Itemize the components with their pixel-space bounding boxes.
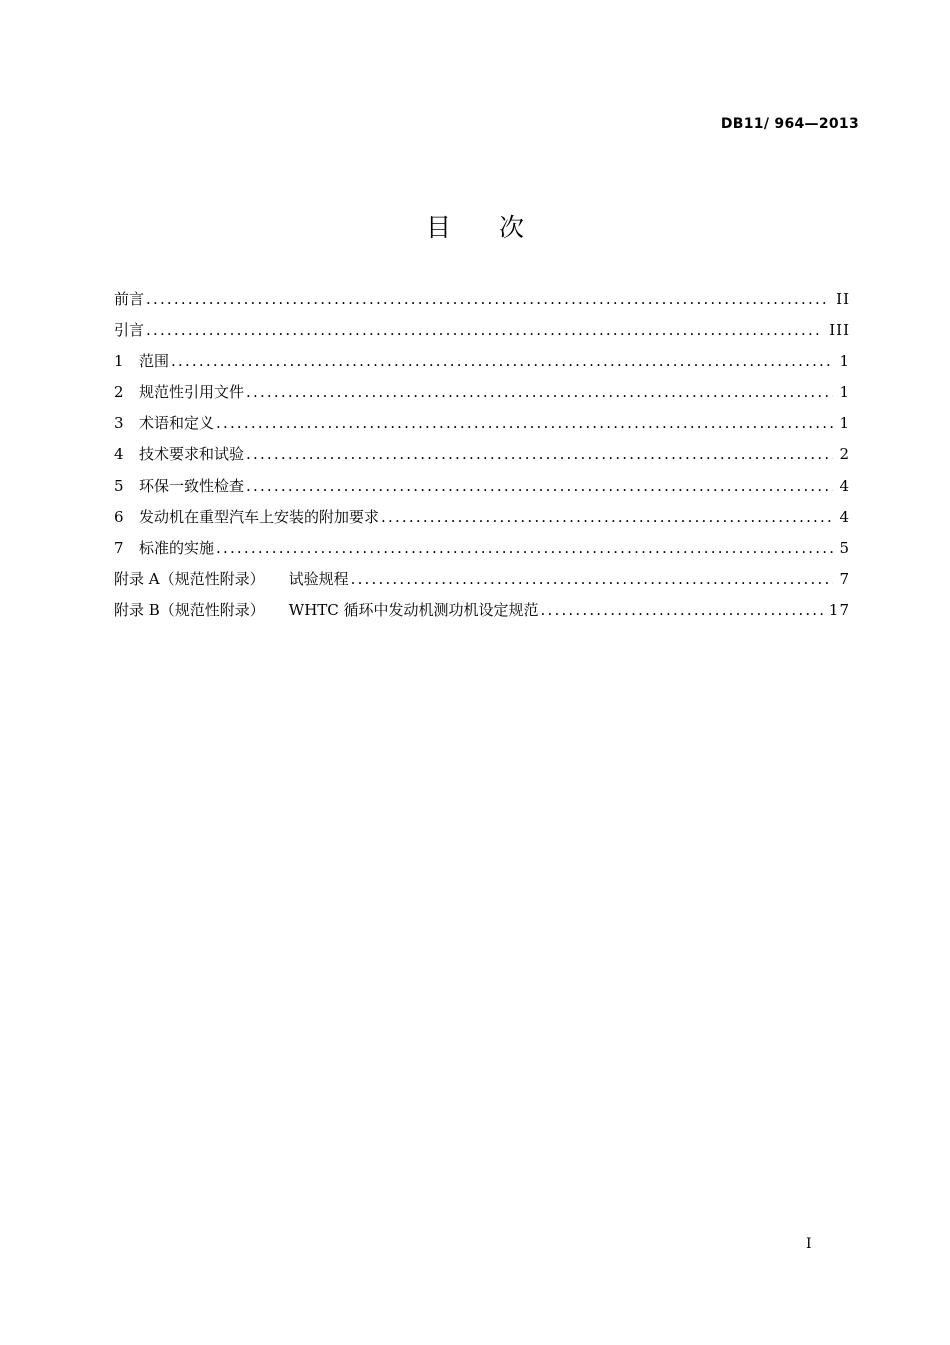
toc-entry-page: 4 xyxy=(839,507,850,526)
toc-entry-annex-a[interactable] xyxy=(114,568,850,599)
toc-entry-number: 1 xyxy=(114,352,124,371)
toc-dot-leader xyxy=(381,508,833,526)
toc-dot-leader xyxy=(146,321,823,339)
toc-dot-leader xyxy=(216,414,833,432)
toc-dot-leader xyxy=(171,352,833,370)
toc-entry-number: 7 xyxy=(114,538,124,557)
toc-entry-number: 5 xyxy=(114,476,124,495)
toc-entry-3[interactable] xyxy=(114,412,850,443)
toc-entry-label: 前言 xyxy=(114,290,145,308)
toc-entry-page: 2 xyxy=(839,445,850,464)
toc-entry-annex-b[interactable] xyxy=(114,599,850,630)
toc-entry-subtitle: 试验规程 xyxy=(288,569,349,588)
toc-entry-page: 1 xyxy=(839,414,850,433)
toc-entry-6[interactable] xyxy=(114,506,850,537)
toc-entry-subtitle: WHTC 循环中发动机测功机设定规范 xyxy=(288,600,539,619)
toc-entry-2[interactable] xyxy=(114,381,850,412)
toc-entry-1[interactable] xyxy=(114,350,850,381)
toc-entry-number: 6 xyxy=(114,507,124,526)
toc-dot-leader xyxy=(146,290,830,308)
page-number: I xyxy=(806,1236,812,1252)
toc-entry-foreword[interactable] xyxy=(114,288,850,319)
toc-entry-7[interactable] xyxy=(114,537,850,568)
toc-entry-page: 1 xyxy=(839,383,850,402)
toc-entry-page: 1 xyxy=(839,352,850,371)
toc-entry-4[interactable] xyxy=(114,443,850,474)
table-of-contents xyxy=(114,288,850,630)
toc-entry-number: 4 xyxy=(114,445,124,464)
toc-entry-page: 4 xyxy=(839,476,850,495)
toc-entry-page: 5 xyxy=(839,538,850,557)
toc-title xyxy=(0,208,950,244)
toc-entry-label: 环保一致性检查 xyxy=(139,476,245,495)
toc-entry-page: II xyxy=(836,290,850,308)
toc-entry-introduction[interactable] xyxy=(114,319,850,350)
document-code: DB11/ 964—2013 xyxy=(720,116,859,132)
toc-title-char-1: 目 xyxy=(425,213,451,242)
toc-entry-label: 技术要求和试验 xyxy=(139,445,245,464)
toc-dot-leader xyxy=(541,601,823,619)
toc-dot-leader xyxy=(246,477,833,495)
toc-dot-leader xyxy=(246,445,833,463)
toc-entry-label: 发动机在重型汽车上安装的附加要求 xyxy=(139,507,380,526)
toc-entry-label: 附录 B（规范性附录） xyxy=(114,600,265,619)
toc-title-char-2: 次 xyxy=(499,213,525,242)
toc-entry-label: 附录 A（规范性附录） xyxy=(114,569,265,588)
toc-entry-5[interactable] xyxy=(114,475,850,506)
toc-entry-label: 范围 xyxy=(139,352,170,371)
toc-entry-label: 引言 xyxy=(114,321,145,340)
toc-entry-number: 2 xyxy=(114,383,124,402)
toc-entry-page: 17 xyxy=(828,600,850,619)
toc-entry-number: 3 xyxy=(114,414,124,433)
toc-entry-label: 标准的实施 xyxy=(139,538,215,557)
toc-entry-page: 7 xyxy=(839,569,850,588)
toc-dot-leader xyxy=(216,539,833,557)
toc-entry-label: 规范性引用文件 xyxy=(139,383,245,402)
toc-entry-page: III xyxy=(829,321,850,340)
toc-entry-label: 术语和定义 xyxy=(139,414,215,433)
toc-dot-leader xyxy=(246,383,833,401)
toc-dot-leader xyxy=(351,570,834,588)
